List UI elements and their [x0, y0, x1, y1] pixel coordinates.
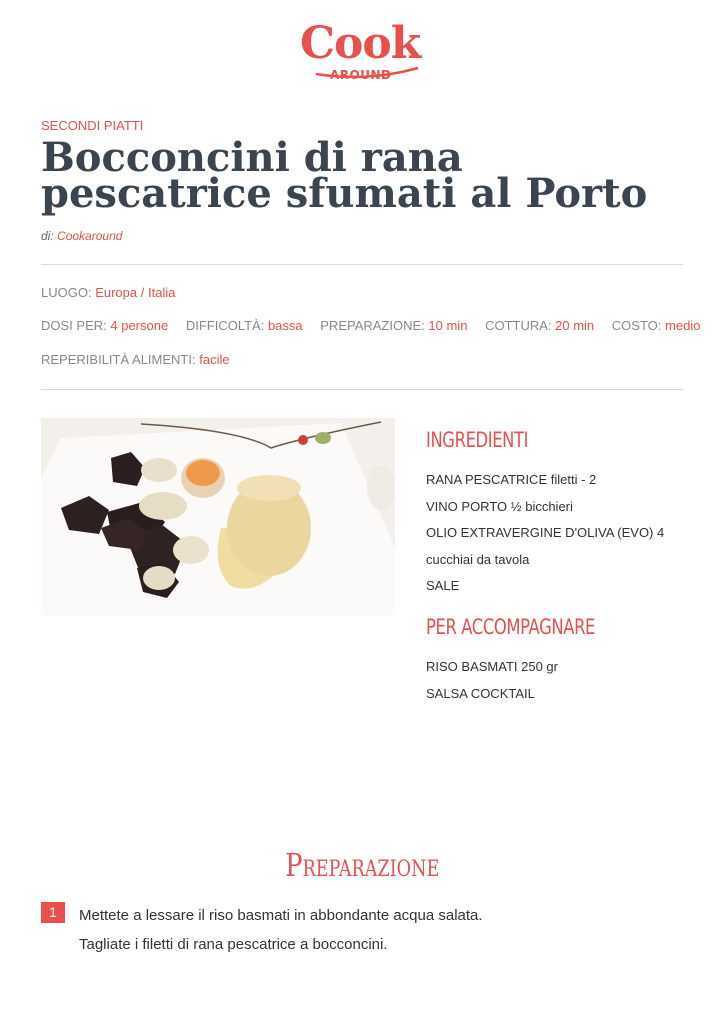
step-text	[79, 901, 679, 959]
ingredient-item: VINO PORTO ½ bicchieri	[426, 498, 573, 514]
divider	[41, 389, 683, 390]
author-prefix: di:	[41, 229, 54, 243]
luogo-separator: /	[140, 285, 145, 300]
page-title: Bocconcini di rana pescatrice sfumati al Porto	[41, 134, 648, 217]
ingredients-heading: INGREDIENTI	[426, 428, 529, 452]
luogo-region-link[interactable]: Europa	[95, 285, 138, 300]
logo-subword: AROUND	[330, 68, 392, 82]
meta-reperibilita	[41, 352, 230, 367]
cottura-value: 20 min	[555, 318, 595, 333]
recipe-photo	[41, 418, 395, 615]
accompany-heading: PER ACCOMPAGNARE	[426, 615, 596, 639]
difficolta-value: bassa	[267, 318, 303, 333]
preparazione-value: 10 min	[428, 318, 468, 333]
accompany-list	[426, 654, 686, 707]
step-number-badge: 1	[41, 902, 65, 923]
category-link[interactable]: SECONDI PIATTI	[41, 118, 144, 133]
ingredient-item: cucchiai da tavola	[426, 551, 530, 567]
meta-details	[41, 318, 700, 333]
preparation-heading-text: Preparazione	[285, 846, 440, 884]
author-link[interactable]: Cookaround	[57, 229, 123, 243]
ingredient-item: RANA PESCATRICE filetti - 2	[426, 472, 597, 487]
reperibilita-label: REPERIBILITÀ ALIMENTI:	[41, 352, 196, 367]
divider	[41, 264, 683, 265]
logo-wordmark: Cook	[300, 18, 421, 69]
step-line: Mettete a lessare il riso basmati in abbondante acqua salata.	[79, 907, 483, 924]
luogo-label: LUOGO:	[41, 285, 92, 300]
cottura-label: COTTURA:	[485, 318, 552, 333]
author-line	[41, 229, 122, 243]
costo-value: medio	[665, 318, 701, 333]
ingredient-item: OLIO EXTRAVERGINE D'OLIVA (EVO) 4	[426, 525, 665, 540]
reperibilita-value: facile	[199, 352, 230, 367]
difficolta-label: DIFFICOLTÀ:	[185, 318, 265, 333]
ingredient-item: SALE	[426, 578, 460, 593]
preparazione-label: PREPARAZIONE:	[320, 318, 425, 333]
costo-label: COSTO:	[611, 318, 662, 333]
accompany-item: SALSA COCKTAIL	[426, 685, 535, 701]
meta-luogo	[41, 285, 175, 300]
dosi-label: DOSI PER:	[41, 318, 107, 333]
accompany-item: RISO BASMATI 250 gr	[426, 659, 558, 674]
preparation-heading	[0, 846, 725, 884]
cookaround-logo[interactable]	[300, 18, 424, 84]
step-line: Tagliate i filetti di rana pescatrice a bocconcini.	[79, 936, 388, 953]
dosi-value: 4 persone	[110, 318, 169, 333]
luogo-country-link[interactable]: Italia	[148, 285, 176, 300]
ingredients-list	[426, 467, 686, 600]
dish-illustration	[41, 418, 395, 615]
